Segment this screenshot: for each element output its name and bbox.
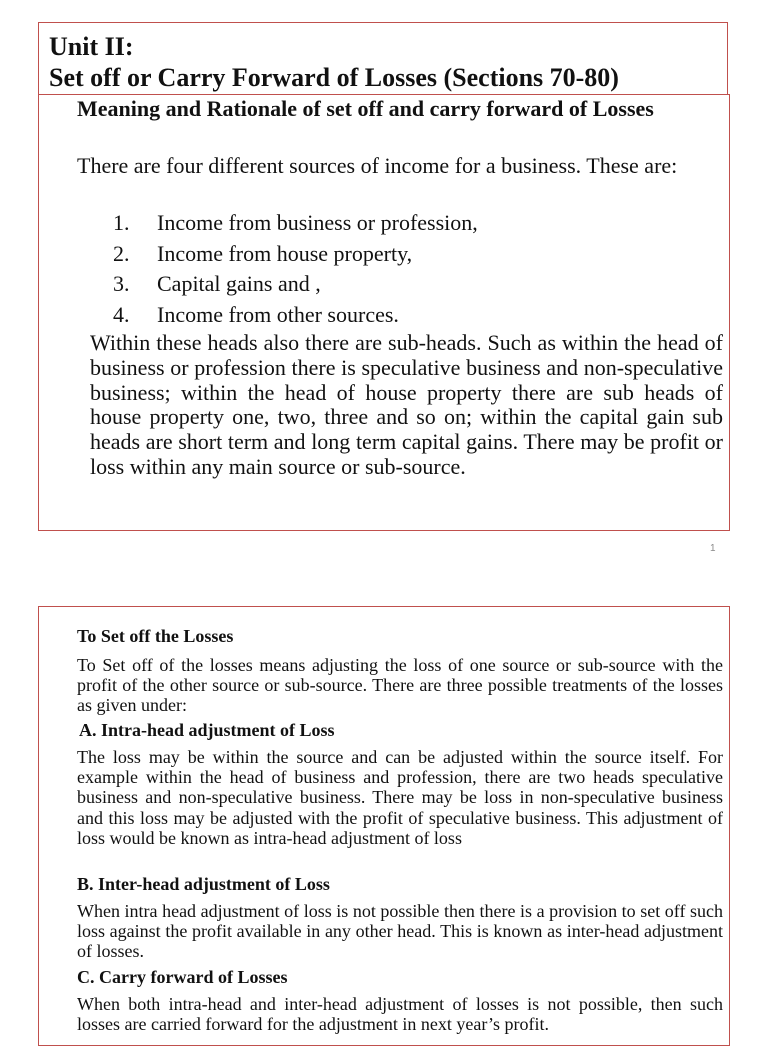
list-text: Capital gains and ,: [157, 271, 321, 296]
list-item: [113, 208, 478, 239]
unit-label: Unit II:: [49, 32, 134, 61]
list-text: Income from business or profession,: [157, 210, 478, 235]
unit-title: Set off or Carry Forward of Losses (Sections 70-80): [49, 63, 619, 92]
slide-1-title-box: [38, 22, 728, 94]
carry-forward-heading: C. Carry forward of Losses: [77, 967, 288, 987]
intra-head-heading: A. Intra-head adjustment of Loss: [79, 720, 335, 740]
sub-heads-paragraph: Within these heads also there are sub-heads. Such as within the head of business or profession there is speculative business and non-speculative business; within the head of house property there are sub heads of house property one, two, three and so on; within the capital gain sub heads are short term and long term capital gains. There may be profit or loss within any main source or sub-source.: [90, 330, 723, 479]
inter-head-heading: B. Inter-head adjustment of Loss: [77, 874, 330, 894]
list-item: [113, 269, 478, 300]
section-heading: Meaning and Rationale of set off and carry forward of Losses: [77, 96, 654, 121]
slide-2-content-box: [38, 606, 730, 1046]
intro-text: There are four different sources of income for a business. These are:: [77, 153, 678, 178]
set-off-intro: To Set off of the losses means adjusting the loss of one source or sub-source with the profit of the other source or sub-source. There are three possible treatments of the losses as given under:: [77, 655, 723, 716]
set-off-heading: To Set off the Losses: [77, 626, 234, 646]
list-item: [113, 300, 478, 331]
carry-forward-text: When both intra-head and inter-head adjustment of losses is not possible, then such losses are carried forward for the adjustment in next year’s profit.: [77, 994, 723, 1035]
intra-head-text: The loss may be within the source and can be adjusted within the source itself. For example within the head of business and profession, there are two heads speculative business and non-speculative business. There may be loss in non-speculative business and this loss may be adjusted with the profit of speculative business. This adjustment of loss would be known as intra-head adjustment of loss: [77, 747, 723, 848]
slide-title: [49, 31, 619, 93]
list-text: Income from house property,: [157, 240, 413, 266]
inter-head-text: When intra head adjustment of loss is not possible then there is a provision to set off such loss against the profit available in any other head. This is known as inter-head adjustment of losses.: [77, 901, 723, 962]
slide-1-content-box: [38, 94, 730, 531]
list-number: 2.: [113, 240, 130, 266]
list-number: 3.: [113, 271, 130, 296]
list-number: 4.: [113, 301, 130, 327]
page-number: 1: [710, 543, 716, 554]
income-sources-list: [113, 208, 478, 330]
list-text: Income from other sources.: [157, 301, 399, 327]
list-item: [113, 239, 478, 270]
list-number: 1.: [113, 210, 130, 235]
